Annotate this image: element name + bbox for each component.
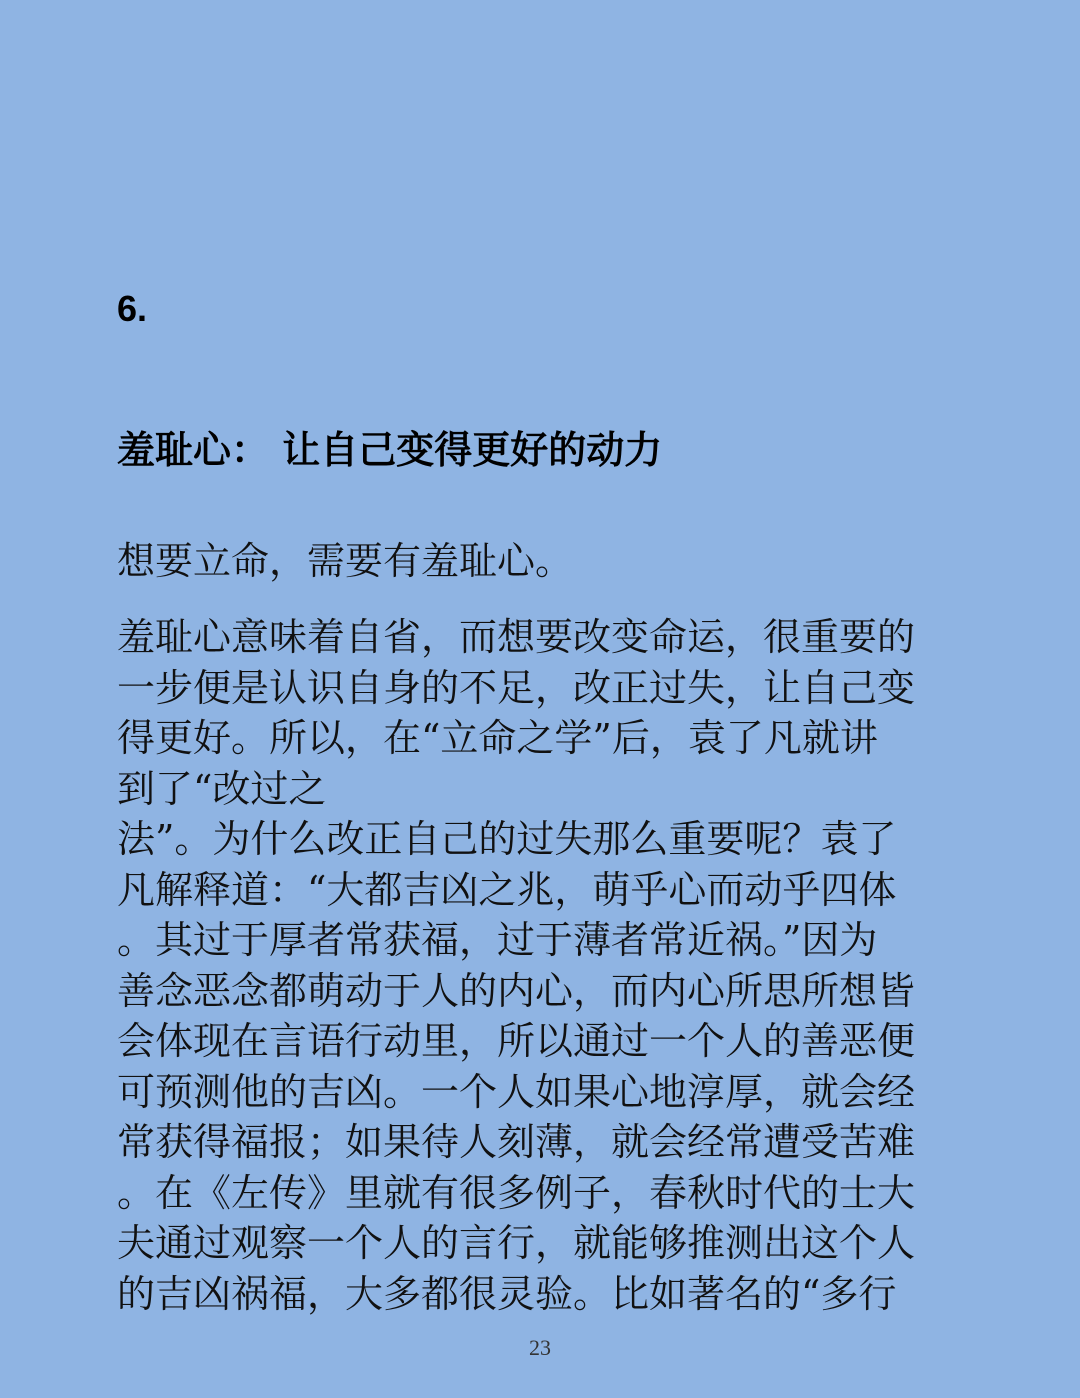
paragraph-line: 一步便是认识自身的不足，改正过失，让自己变 [117, 665, 916, 710]
paragraph-line: 会体现在言语行动里，所以通过一个人的善恶便 [117, 1019, 916, 1063]
main-paragraph [117, 612, 937, 1319]
paragraph-line: 羞耻心意味着自省，而想要改变命运，很重要的 [117, 615, 916, 659]
paragraph-line: 得更好。所以，在“立命之学”后，袁了凡就讲 [117, 716, 878, 760]
paragraph-line: 夫通过观察一个人的言行，就能够推测出这个人 [117, 1221, 916, 1265]
paragraph-line: 。其过于厚者常获福，过于薄者常近祸。”因为 [117, 918, 878, 962]
paragraph-line: 善念恶念都萌动于人的内心，而内心所思所想皆 [117, 968, 916, 1013]
section-title: 羞耻心： 让自己变得更好的动力 [117, 428, 663, 472]
paragraph-line: 到了“改过之 [117, 766, 327, 811]
intro-paragraph: 想要立命，需要有羞耻心。 [117, 539, 574, 583]
page-number: 23 [529, 1335, 551, 1360]
paragraph-line: 常获得福报；如果待人刻薄，就会经常遭受苦难 [117, 1120, 916, 1164]
paragraph-line: 可预测他的吉凶。一个人如果心地淳厚，就会经 [117, 1069, 916, 1114]
paragraph-line: 。在《左传》里就有很多例子，春秋时代的士大 [117, 1170, 916, 1215]
section-number: 6. [117, 288, 148, 329]
paragraph-line: 法”。为什么改正自己的过失那么重要呢？袁了 [117, 817, 897, 861]
paragraph-line: 凡解释道：“大都吉凶之兆，萌乎心而动乎四体 [117, 867, 897, 912]
paragraph-line: 的吉凶祸福，大多都很灵验。比如著名的“多行 [117, 1271, 897, 1316]
